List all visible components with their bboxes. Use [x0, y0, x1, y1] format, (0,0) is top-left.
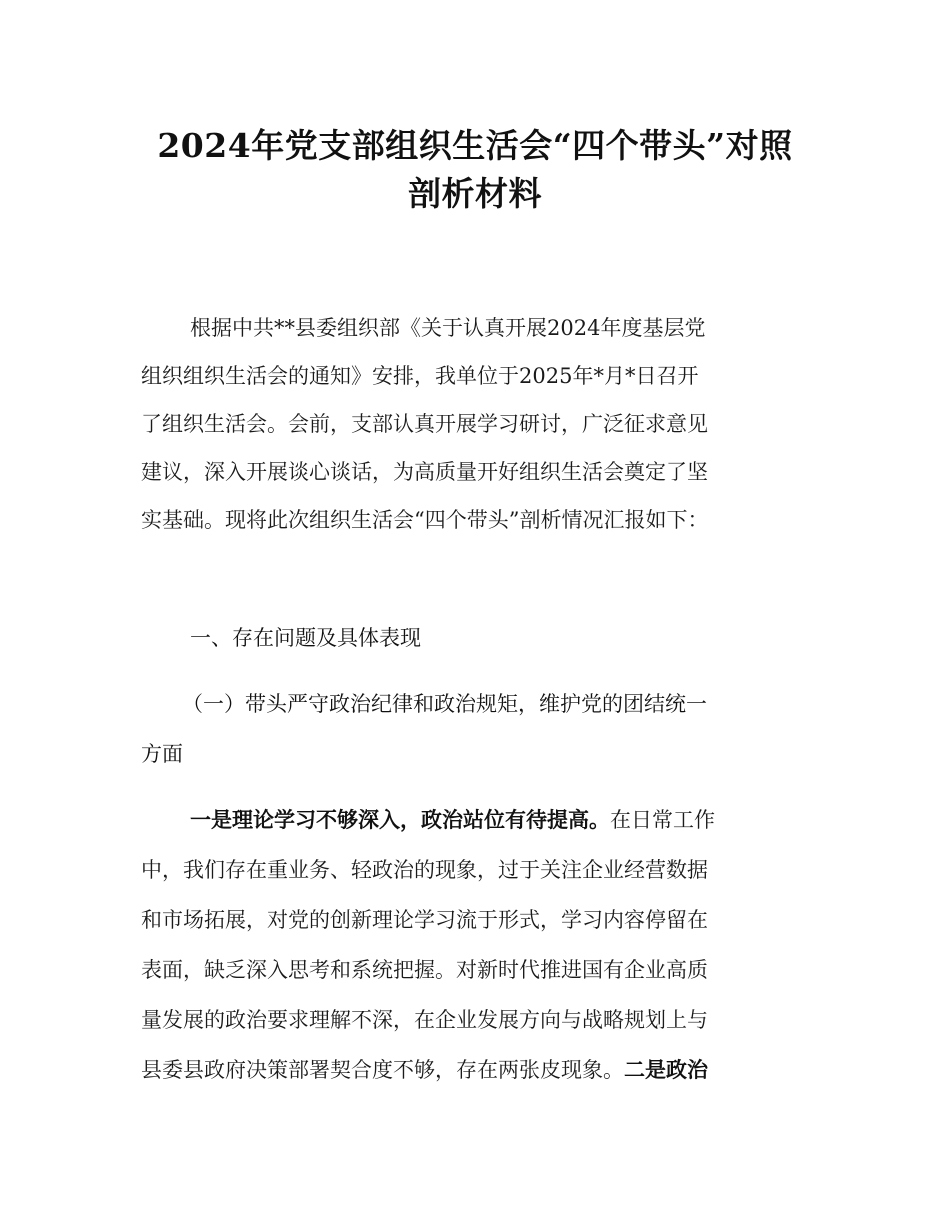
- point-one-bold: 一是理论学习不够深入，政治站位有待提高。: [190, 808, 610, 832]
- document-title-line-1: 2024年党支部组织生活会“四个带头”对照: [157, 126, 793, 165]
- body-line-1: [190, 804, 715, 834]
- intro-line-4: 建议，深入开展谈心谈话，为高质量开好组织生活会奠定了坚: [141, 460, 708, 484]
- section-heading: 一、存在问题及具体表现: [190, 626, 421, 650]
- intro-line-3: 了组织生活会。会前，支部认真开展学习研讨，广泛征求意见: [141, 412, 708, 436]
- body-line-6-text: 县委县政府决策部署契合度不够，存在两张皮现象。: [141, 1058, 624, 1082]
- intro-line-2: 组织组织生活会的通知》安排，我单位于2025年*月*日召开: [141, 364, 699, 388]
- point-two-bold: 二是政治: [624, 1058, 708, 1082]
- point-one-text: 在日常工作: [610, 808, 715, 832]
- body-line-6: [141, 1054, 708, 1084]
- subsection-heading-line-2: 方面: [141, 742, 183, 766]
- body-line-4: 表面，缺乏深入思考和系统把握。对新时代推进国有企业高质: [141, 958, 708, 982]
- body-line-2: 中，我们存在重业务、轻政治的现象，过于关注企业经营数据: [141, 858, 708, 882]
- intro-line-5: 实基础。现将此次组织生活会“四个带头”剖析情况汇报如下：: [141, 508, 709, 532]
- subsection-heading-line-1: （一）带头严守政治纪律和政治规矩，维护党的团结统一: [182, 692, 707, 716]
- body-line-3: 和市场拓展，对党的创新理论学习流于形式，学习内容停留在: [141, 908, 708, 932]
- document-title-line-2: 剖析材料: [408, 174, 542, 213]
- body-line-5: 量发展的政治要求理解不深，在企业发展方向与战略规划上与: [141, 1008, 708, 1032]
- intro-line-1: 根据中共**县委组织部《关于认真开展2024年度基层党: [190, 316, 706, 340]
